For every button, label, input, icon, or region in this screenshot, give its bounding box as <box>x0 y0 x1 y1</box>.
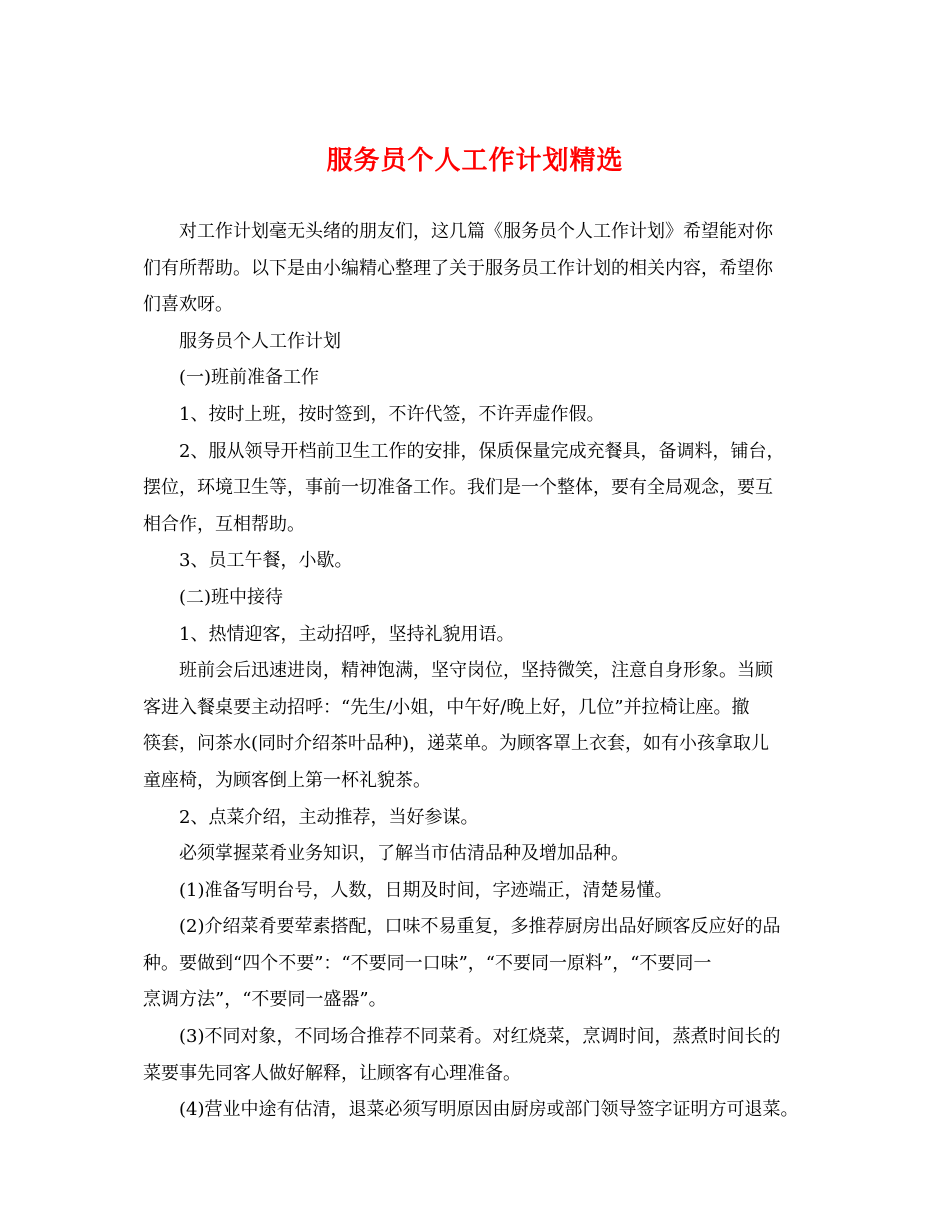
text-line: 必须掌握菜肴业务知识，了解当市估清品种及增加品种。 <box>179 843 629 865</box>
text-line: 摆位，环境卫生等，事前一切准备工作。我们是一个整体，要有全局观念，要互 <box>143 477 773 499</box>
text-line: 2、点菜介绍，主动推荐，当好参谋。 <box>179 806 479 828</box>
document-body <box>143 214 818 1129</box>
text-line: 相合作，互相帮助。 <box>143 513 305 535</box>
document-title: 服务员个人工作计划精选 <box>326 146 624 176</box>
text-line: 1、热情迎客，主动招呼，坚持礼貌用语。 <box>179 623 515 645</box>
text-line: 1、按时上班，按时签到，不许代签，不许弄虚作假。 <box>179 403 605 425</box>
text-line: 童座椅，为顾客倒上第一杯礼貌茶。 <box>143 769 431 791</box>
text-line: 筷套，问茶水(同时介绍茶叶品种)，递菜单。为顾客罩上衣套，如有小孩拿取儿 <box>143 733 770 755</box>
text-line: 班前会后迅速进岗，精神饱满，坚守岗位，坚持微笑，注意自身形象。当顾 <box>179 660 773 682</box>
text-line: (1)准备写明台号，人数，日期及时间，字迹端正，清楚易懂。 <box>179 879 673 901</box>
text-line: (3)不同对象，不同场合推荐不同菜肴。对红烧菜，烹调时间，蒸煮时间长的 <box>179 1026 781 1048</box>
text-line: 们喜欢呀。 <box>143 294 233 316</box>
text-line: (2)介绍菜肴要荤素搭配，口味不易重复，多推荐厨房出品好顾客反应好的品 <box>179 916 781 938</box>
text-line: (二)班中接待 <box>179 586 284 608</box>
text-line: (4)营业中途有估清，退菜必须写明原因由厨房或部门领导签字证明方可退菜。 <box>179 1099 799 1121</box>
text-line: 2、服从领导开档前卫生工作的安排，保质保量完成充餐具，备调料，铺台， <box>179 440 785 462</box>
text-line: 们有所帮助。以下是由小编精心整理了关于服务员工作计划的相关内容，希望你 <box>143 257 773 279</box>
text-line: (一)班前准备工作 <box>179 367 320 389</box>
text-line: 烹调方法”，“不要同一盛器”。 <box>143 989 387 1011</box>
text-line: 菜要事先同客人做好解释，让顾客有心理准备。 <box>143 1062 521 1084</box>
text-line: 3、员工午餐，小歇。 <box>179 550 353 572</box>
text-line: 客进入餐桌要主动招呼：“先生/小姐，中午好/晚上好，几位”并拉椅让座。撤 <box>143 696 750 718</box>
text-line: 服务员个人工作计划 <box>179 330 341 352</box>
text-line: 种。要做到“四个不要”：“不要同一口味”，“不要同一原料”，“不要同一 <box>143 952 712 974</box>
text-line: 对工作计划毫无头绪的朋友们，这几篇《服务员个人工作计划》希望能对你 <box>179 221 773 242</box>
